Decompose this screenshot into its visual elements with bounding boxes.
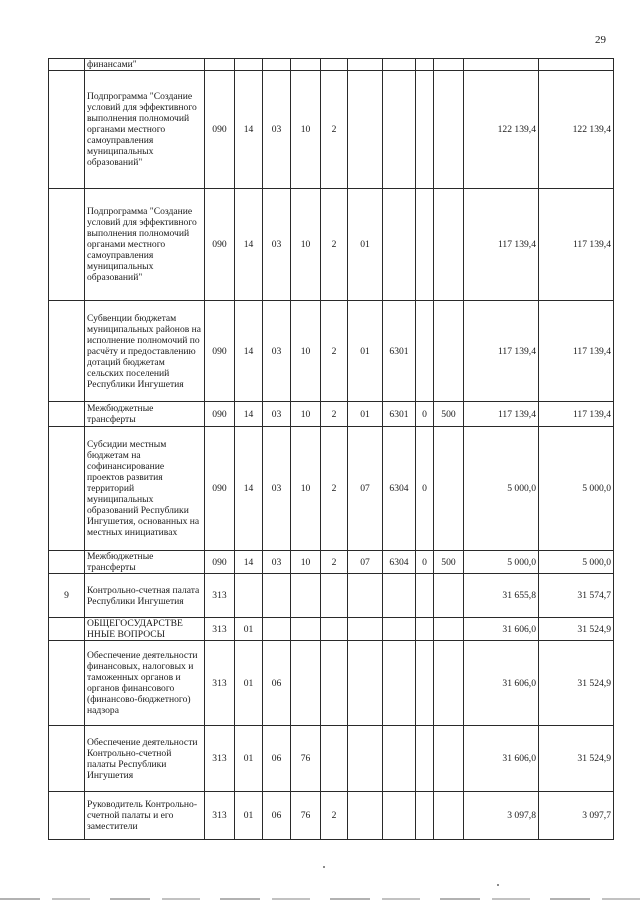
- amount-year-2-cell: 117 139,4: [539, 402, 614, 427]
- budget-table-body: [49, 59, 614, 840]
- section-code-cell: 01: [235, 641, 263, 726]
- amount-year-1-cell: 31 606,0: [464, 641, 539, 726]
- row-number-cell: [49, 641, 85, 726]
- admin-code-cell: 313: [205, 618, 235, 641]
- direction-code-cell: [383, 59, 416, 71]
- subdirection-code-cell: [416, 618, 434, 641]
- program-code-cell: [291, 618, 321, 641]
- table-row: [49, 301, 614, 402]
- row-number-cell: [49, 59, 85, 71]
- program-code-cell: 10: [291, 301, 321, 402]
- table-row: [49, 641, 614, 726]
- amount-year-1-cell: 5 000,0: [464, 427, 539, 551]
- amount-year-2-cell: 122 139,4: [539, 71, 614, 189]
- direction-code-cell: [383, 574, 416, 618]
- section-code-cell: [235, 574, 263, 618]
- section-code-cell: 01: [235, 618, 263, 641]
- item-name-cell: Подпрограмма "Создание условий для эффективного выполнения полномочий органами местного самоуправления муниципальных образований": [85, 71, 205, 189]
- expense-type-code-cell: [434, 427, 464, 551]
- expense-type-code-cell: [434, 641, 464, 726]
- subdirection-code-cell: 0: [416, 551, 434, 574]
- row-number-cell: [49, 726, 85, 792]
- expense-type-code-cell: 500: [434, 402, 464, 427]
- main-event-code-cell: [348, 71, 383, 189]
- subprogram-code-cell: 2: [321, 189, 348, 301]
- section-code-cell: 14: [235, 71, 263, 189]
- expense-type-code-cell: [434, 189, 464, 301]
- direction-code-cell: 6301: [383, 301, 416, 402]
- expense-type-code-cell: [434, 792, 464, 840]
- subdirection-code-cell: [416, 792, 434, 840]
- subdirection-code-cell: [416, 59, 434, 71]
- main-event-code-cell: [348, 792, 383, 840]
- direction-code-cell: 6304: [383, 551, 416, 574]
- expense-type-code-cell: [434, 301, 464, 402]
- subprogram-code-cell: 2: [321, 551, 348, 574]
- main-event-code-cell: 01: [348, 301, 383, 402]
- main-event-code-cell: 01: [348, 189, 383, 301]
- main-event-code-cell: [348, 618, 383, 641]
- expense-type-code-cell: [434, 574, 464, 618]
- subprogram-code-cell: 2: [321, 792, 348, 840]
- amount-year-2-cell: 117 139,4: [539, 189, 614, 301]
- section-code-cell: 14: [235, 427, 263, 551]
- admin-code-cell: 313: [205, 641, 235, 726]
- amount-year-1-cell: 117 139,4: [464, 402, 539, 427]
- subsection-code-cell: 03: [263, 551, 291, 574]
- subsection-code-cell: 03: [263, 189, 291, 301]
- section-code-cell: 14: [235, 402, 263, 427]
- main-event-code-cell: [348, 574, 383, 618]
- amount-year-1-cell: 3 097,8: [464, 792, 539, 840]
- subdirection-code-cell: 0: [416, 427, 434, 551]
- main-event-code-cell: 01: [348, 402, 383, 427]
- admin-code-cell: 313: [205, 726, 235, 792]
- row-number-cell: [49, 402, 85, 427]
- subprogram-code-cell: 2: [321, 71, 348, 189]
- item-name-cell: Контрольно-счетная палата Республики Ингушетия: [85, 574, 205, 618]
- expense-type-code-cell: 500: [434, 551, 464, 574]
- direction-code-cell: [383, 189, 416, 301]
- subprogram-code-cell: 2: [321, 301, 348, 402]
- amount-year-1-cell: 31 606,0: [464, 618, 539, 641]
- amount-year-2-cell: [539, 59, 614, 71]
- main-event-code-cell: 07: [348, 427, 383, 551]
- table-row: [49, 618, 614, 641]
- section-code-cell: [235, 59, 263, 71]
- table-row: [49, 59, 614, 71]
- subdirection-code-cell: [416, 641, 434, 726]
- section-code-cell: 01: [235, 792, 263, 840]
- amount-year-1-cell: 122 139,4: [464, 71, 539, 189]
- subdirection-code-cell: [416, 71, 434, 189]
- subsection-code-cell: [263, 574, 291, 618]
- subsection-code-cell: 03: [263, 71, 291, 189]
- table-row: [49, 402, 614, 427]
- amount-year-1-cell: 117 139,4: [464, 301, 539, 402]
- subprogram-code-cell: [321, 726, 348, 792]
- admin-code-cell: 090: [205, 71, 235, 189]
- main-event-code-cell: [348, 59, 383, 71]
- table-row: [49, 792, 614, 840]
- subsection-code-cell: [263, 618, 291, 641]
- amount-year-2-cell: 31 524,9: [539, 618, 614, 641]
- row-number-cell: 9: [49, 574, 85, 618]
- amount-year-2-cell: 117 139,4: [539, 301, 614, 402]
- table-row: [49, 726, 614, 792]
- expense-type-code-cell: [434, 726, 464, 792]
- row-number-cell: [49, 792, 85, 840]
- item-name-cell: Субсидии местным бюджетам на софинансирование проектов развития территорий муниципальных образований Республики Ингушетия, основанных на местных инициативах: [85, 427, 205, 551]
- amount-year-1-cell: 5 000,0: [464, 551, 539, 574]
- subsection-code-cell: 03: [263, 402, 291, 427]
- amount-year-1-cell: 31 606,0: [464, 726, 539, 792]
- row-number-cell: [49, 618, 85, 641]
- subdirection-code-cell: [416, 574, 434, 618]
- subsection-code-cell: 03: [263, 301, 291, 402]
- table-row: [49, 189, 614, 301]
- expense-type-code-cell: [434, 71, 464, 189]
- direction-code-cell: [383, 71, 416, 189]
- program-code-cell: 10: [291, 427, 321, 551]
- program-code-cell: 10: [291, 189, 321, 301]
- subprogram-code-cell: [321, 618, 348, 641]
- table-row: [49, 71, 614, 189]
- subdirection-code-cell: 0: [416, 402, 434, 427]
- item-name-cell: Межбюджетные трансферты: [85, 551, 205, 574]
- program-code-cell: 10: [291, 402, 321, 427]
- item-name-cell: Подпрограмма "Создание условий для эффективного выполнения полномочий органами местного самоуправления муниципальных образований": [85, 189, 205, 301]
- item-name-cell: ОБЩЕГОСУДАРСТВЕ ННЫЕ ВОПРОСЫ: [85, 618, 205, 641]
- subprogram-code-cell: 2: [321, 427, 348, 551]
- program-code-cell: 76: [291, 726, 321, 792]
- subsection-code-cell: 06: [263, 726, 291, 792]
- row-number-cell: [49, 551, 85, 574]
- subdirection-code-cell: [416, 189, 434, 301]
- budget-table: [48, 58, 614, 840]
- admin-code-cell: 090: [205, 189, 235, 301]
- amount-year-1-cell: [464, 59, 539, 71]
- table-row: [49, 551, 614, 574]
- page-number: 29: [595, 34, 606, 46]
- section-code-cell: 14: [235, 189, 263, 301]
- expense-type-code-cell: [434, 618, 464, 641]
- scan-edge-mark: [0, 898, 640, 900]
- amount-year-2-cell: 31 524,9: [539, 726, 614, 792]
- subdirection-code-cell: [416, 726, 434, 792]
- subdirection-code-cell: [416, 301, 434, 402]
- amount-year-1-cell: 117 139,4: [464, 189, 539, 301]
- section-code-cell: 01: [235, 726, 263, 792]
- program-code-cell: [291, 59, 321, 71]
- admin-code-cell: 090: [205, 301, 235, 402]
- program-code-cell: 76: [291, 792, 321, 840]
- amount-year-2-cell: 31 524,9: [539, 641, 614, 726]
- amount-year-1-cell: 31 655,8: [464, 574, 539, 618]
- admin-code-cell: 090: [205, 551, 235, 574]
- main-event-code-cell: [348, 726, 383, 792]
- scan-dot: [323, 866, 325, 868]
- direction-code-cell: [383, 726, 416, 792]
- row-number-cell: [49, 71, 85, 189]
- direction-code-cell: 6304: [383, 427, 416, 551]
- subsection-code-cell: 03: [263, 427, 291, 551]
- item-name-cell: Обеспечение деятельности финансовых, налоговых и таможенных органов и органов финансового (финансово-бюджетного) надзора: [85, 641, 205, 726]
- subprogram-code-cell: [321, 574, 348, 618]
- expense-type-code-cell: [434, 59, 464, 71]
- main-event-code-cell: 07: [348, 551, 383, 574]
- item-name-cell: Субвенции бюджетам муниципальных районов на исполнение полномочий по расчёту и предоставлению дотаций бюджетам сельских поселений Республики Ингушетия: [85, 301, 205, 402]
- admin-code-cell: 090: [205, 402, 235, 427]
- program-code-cell: [291, 574, 321, 618]
- subsection-code-cell: 06: [263, 792, 291, 840]
- item-name-cell: финансами": [85, 59, 205, 71]
- row-number-cell: [49, 301, 85, 402]
- amount-year-2-cell: 31 574,7: [539, 574, 614, 618]
- item-name-cell: Руководитель Контрольно-счетной палаты и его заместители: [85, 792, 205, 840]
- subprogram-code-cell: [321, 641, 348, 726]
- amount-year-2-cell: 5 000,0: [539, 427, 614, 551]
- subsection-code-cell: 06: [263, 641, 291, 726]
- admin-code-cell: [205, 59, 235, 71]
- main-event-code-cell: [348, 641, 383, 726]
- direction-code-cell: 6301: [383, 402, 416, 427]
- direction-code-cell: [383, 641, 416, 726]
- admin-code-cell: 090: [205, 427, 235, 551]
- program-code-cell: 10: [291, 71, 321, 189]
- program-code-cell: [291, 641, 321, 726]
- section-code-cell: 14: [235, 301, 263, 402]
- subprogram-code-cell: 2: [321, 402, 348, 427]
- admin-code-cell: 313: [205, 792, 235, 840]
- row-number-cell: [49, 189, 85, 301]
- program-code-cell: 10: [291, 551, 321, 574]
- direction-code-cell: [383, 618, 416, 641]
- subprogram-code-cell: [321, 59, 348, 71]
- item-name-cell: Обеспечение деятельности Контрольно-счетной палаты Республики Ингушетия: [85, 726, 205, 792]
- admin-code-cell: 313: [205, 574, 235, 618]
- item-name-cell: Межбюджетные трансферты: [85, 402, 205, 427]
- row-number-cell: [49, 427, 85, 551]
- amount-year-2-cell: 3 097,7: [539, 792, 614, 840]
- direction-code-cell: [383, 792, 416, 840]
- table-row: [49, 574, 614, 618]
- amount-year-2-cell: 5 000,0: [539, 551, 614, 574]
- table-row: [49, 427, 614, 551]
- scan-dot: [497, 884, 499, 886]
- section-code-cell: 14: [235, 551, 263, 574]
- subsection-code-cell: [263, 59, 291, 71]
